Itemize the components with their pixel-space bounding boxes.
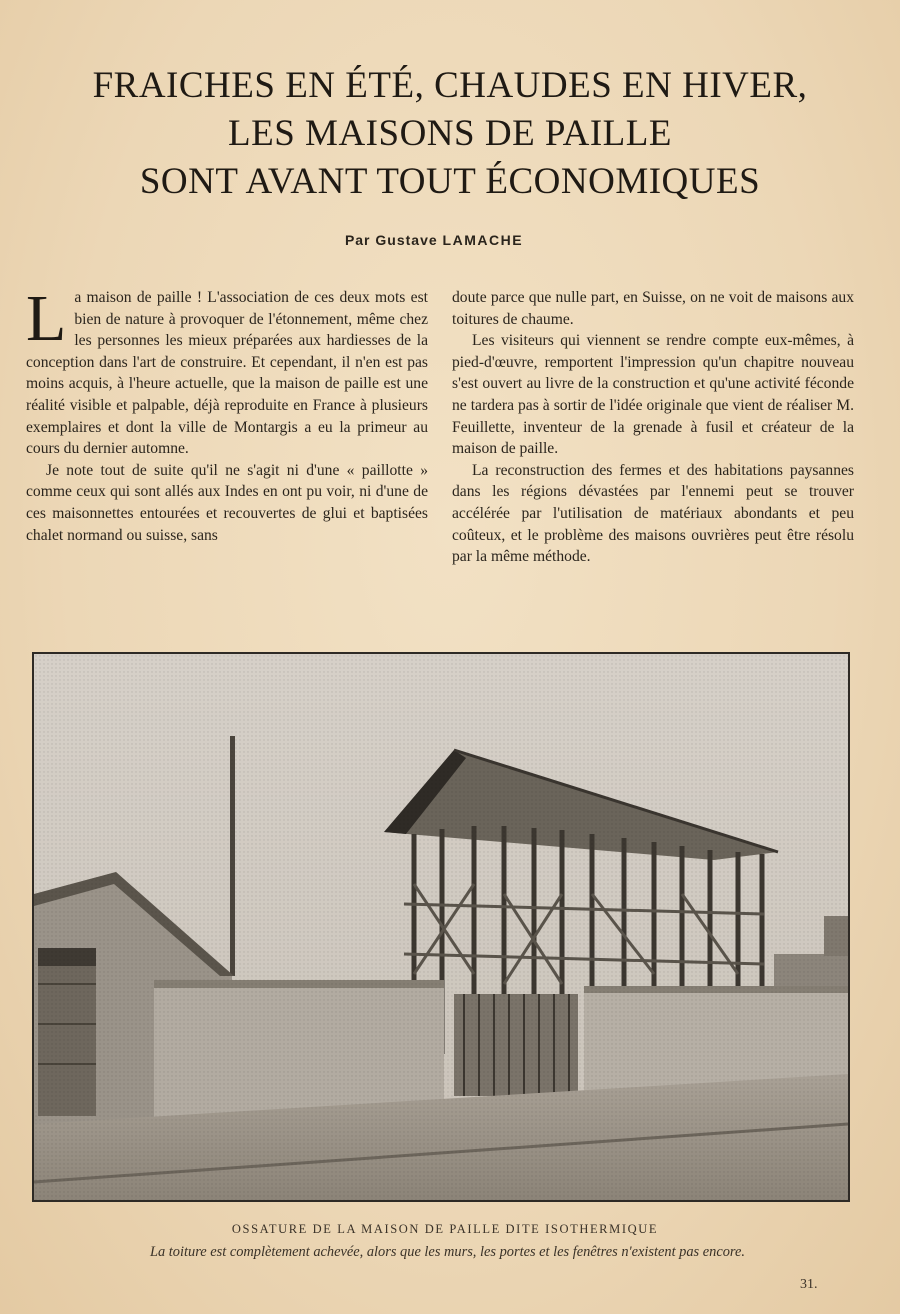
text-column-left: [26, 282, 428, 546]
photo-straw-house-frame: [32, 652, 850, 1202]
byline: [0, 232, 868, 248]
paragraph: La reconstruction des fermes et des habitations paysannes dans les régions dévastées par l'ennemi peut se trouver accélérée par l'utilisation de matériaux abondants et peu coûteux, et le problème des maisons ouvrières peut être résolu par la même méthode.: [452, 461, 854, 566]
paragraph: Les visiteurs qui viennent se rendre compte eux-mêmes, à pied-d'œuvre, remportent l'impression qu'un chapitre nouveau s'est ouvert au livre de la construction et qu'une activité féconde ne tardera pas à sortir de l'idée originale que vient de réaliser M. Feuillette, inventeur de la grenade à fusil et créateur de la maison de paille.: [452, 332, 854, 458]
title-line-2: LES MAISONS DE PAILLE: [228, 113, 672, 154]
paragraph-text: a maison de paille ! L'association de ces deux mots est bien de nature à provoquer de l'étonnement, même chez les personnes les mieux préparées aux hardiesses de la conception dans l'art de construire. Et cependant, il n'en est pas moins acquis, à l'heure actuelle, que la maison de paille est une réalité visible et palpable, déjà reproduite en France à plusieurs exemplaires et dont la ville de Montargis a eu la primeur au cours du dernier automne.: [26, 289, 428, 458]
figure-caption-title: OSSATURE DE LA MAISON DE PAILLE DITE ISOTHERMIQUE: [231, 1222, 659, 1236]
paragraph: [26, 282, 428, 460]
text-column-right: [452, 287, 854, 568]
figure-caption-text: La toiture est complètement achevée, alors que les murs, les portes et les fenêtres n'existent pas encore.: [150, 1244, 745, 1260]
byline-author: LAMACHE: [442, 232, 524, 248]
paragraph: Je note tout de suite qu'il ne s'agit ni d'une « paillotte » comme ceux qui sont allés aux Indes en ont pu voir, ni d'une de ces maisonnettes entourées et recouvertes de glui et baptisées chalet normand ou suisse, sans: [26, 461, 428, 544]
page-number: 31.: [800, 1277, 818, 1292]
byline-prefix: Par Gustave: [344, 232, 438, 248]
drop-cap: L: [26, 282, 67, 355]
paragraph: doute parce que nulle part, en Suisse, on ne voit de maisons aux toitures de chaume.: [452, 289, 854, 328]
title-line-1: FRAICHES EN ÉTÉ, CHAUDES EN HIVER,: [92, 65, 808, 106]
title-line-3: SONT AVANT TOUT ÉCONOMIQUES: [139, 161, 761, 202]
article-title: [0, 62, 900, 206]
photo-illustration: [34, 654, 848, 1200]
